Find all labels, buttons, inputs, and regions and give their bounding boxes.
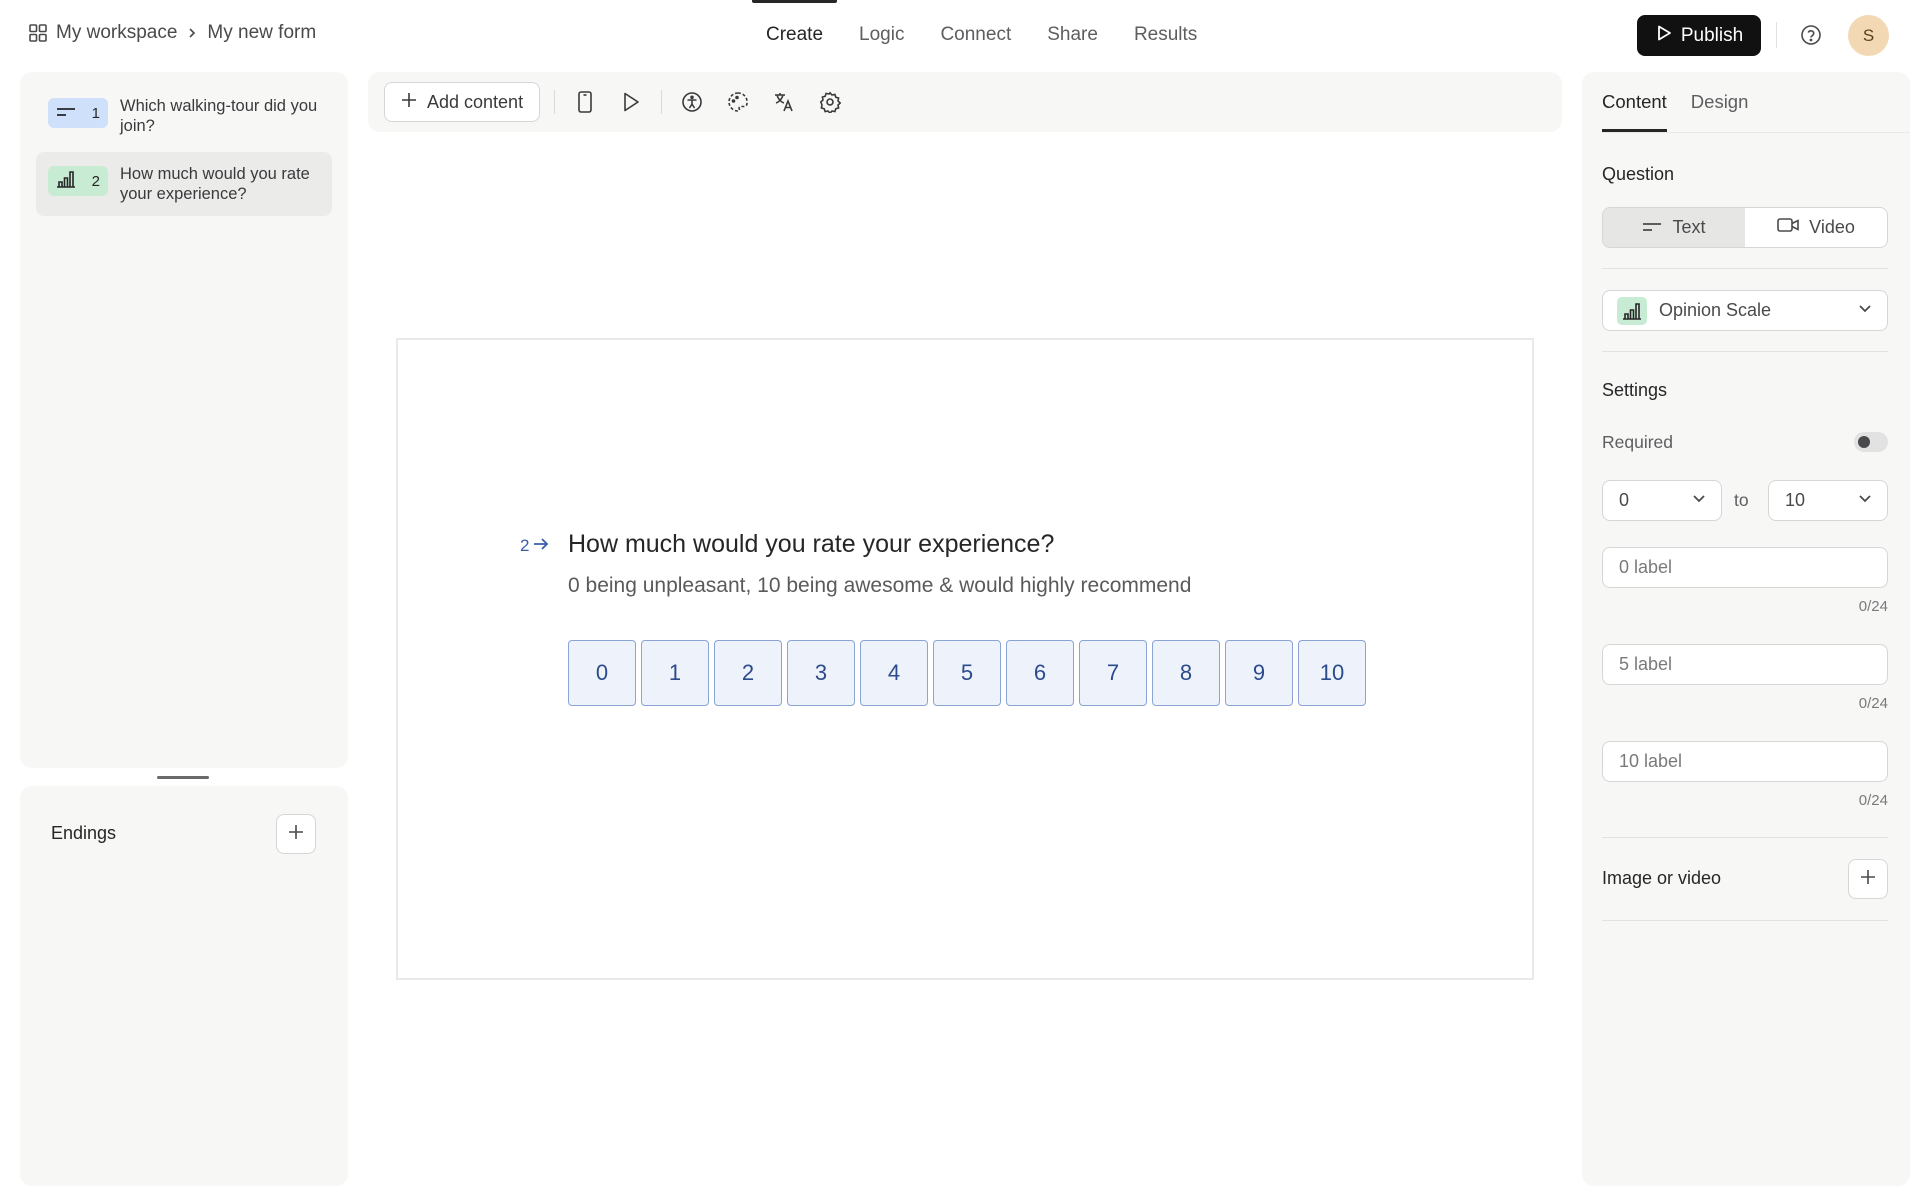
scale-option[interactable]: 0 — [568, 640, 636, 706]
section-divider — [1602, 268, 1888, 269]
nav-tab-logic[interactable]: Logic — [859, 24, 905, 45]
mode-video-button[interactable] — [1745, 208, 1887, 247]
end-label-input[interactable] — [1602, 741, 1888, 782]
scale-option[interactable]: 8 — [1152, 640, 1220, 706]
arrow-right-icon — [533, 536, 549, 556]
plus-icon — [287, 823, 305, 846]
accessibility-icon[interactable] — [676, 86, 708, 118]
scale-option[interactable]: 7 — [1079, 640, 1147, 706]
start-label-input[interactable] — [1602, 547, 1888, 588]
scale-option[interactable]: 4 — [860, 640, 928, 706]
required-toggle[interactable] — [1854, 432, 1888, 452]
range-start-value: 0 — [1619, 490, 1630, 510]
plus-icon — [1859, 868, 1877, 891]
add-ending-button[interactable] — [276, 814, 316, 854]
question-mode-toggle — [1602, 207, 1888, 248]
range-end-select[interactable] — [1768, 480, 1888, 521]
mode-text-label: Text — [1672, 217, 1706, 237]
image-or-video-label: Image or video — [1602, 868, 1722, 888]
section-divider — [1602, 920, 1888, 921]
mode-video-label: Video — [1809, 217, 1855, 237]
scale-option[interactable]: 3 — [787, 640, 855, 706]
publish-button[interactable] — [1637, 15, 1761, 56]
breadcrumb — [28, 22, 316, 44]
translate-icon[interactable] — [768, 86, 800, 118]
required-label: Required — [1602, 432, 1674, 452]
question-list-panel — [20, 72, 348, 768]
opinion-scale — [568, 640, 1366, 706]
avatar[interactable]: S — [1848, 15, 1889, 56]
question-title[interactable]: How much would you rate your experience? — [568, 530, 1055, 558]
play-preview-icon[interactable] — [615, 86, 647, 118]
endings-label: Endings — [51, 823, 117, 843]
plus-icon — [401, 92, 417, 113]
nav-tab-create[interactable]: Create — [748, 0, 841, 70]
panel-tabs — [1602, 72, 1748, 132]
middle-label-input[interactable] — [1602, 644, 1888, 685]
tab-design[interactable]: Design — [1690, 91, 1749, 112]
question-number: 1 — [91, 104, 100, 122]
scale-option[interactable]: 6 — [1006, 640, 1074, 706]
question-list-text: Which walking-tour did you join? — [120, 97, 318, 135]
short-text-icon — [56, 105, 76, 122]
video-icon — [1777, 217, 1799, 238]
question-list-item-2[interactable] — [36, 152, 332, 216]
question-badge — [48, 166, 108, 196]
workspace-grid-icon[interactable] — [28, 23, 48, 43]
question-type-label: Opinion Scale — [1659, 300, 1772, 320]
chevron-down-icon — [1857, 490, 1873, 511]
question-description[interactable]: 0 being unpleasant, 10 being awesome & would highly recommend — [568, 574, 1192, 597]
endings-panel — [20, 786, 348, 1186]
nav-tab-connect[interactable]: Connect — [940, 24, 1012, 45]
theme-icon[interactable] — [722, 86, 754, 118]
publish-label: Publish — [1680, 24, 1744, 46]
question-list-item-1[interactable] — [36, 84, 332, 148]
editor-toolbar — [368, 72, 1562, 132]
add-content-label: Add content — [427, 91, 524, 112]
section-divider — [1602, 351, 1888, 352]
scale-option[interactable]: 9 — [1225, 640, 1293, 706]
help-icon[interactable] — [1800, 24, 1822, 51]
play-icon — [1655, 24, 1673, 48]
add-media-button[interactable] — [1848, 859, 1888, 899]
question-section-title: Question — [1602, 164, 1675, 184]
toolbar-divider — [661, 90, 662, 114]
range-start-select[interactable] — [1602, 480, 1722, 521]
form-preview-canvas — [396, 338, 1534, 980]
add-content-button[interactable] — [384, 82, 540, 122]
main-nav — [748, 0, 1215, 70]
divider — [1776, 22, 1777, 48]
scale-option[interactable]: 10 — [1298, 640, 1366, 706]
short-text-icon — [1642, 217, 1662, 238]
panel-resize-handle[interactable] — [157, 776, 209, 779]
opinion-scale-icon — [1617, 297, 1647, 325]
opinion-scale-icon — [56, 170, 76, 192]
toolbar-divider — [554, 90, 555, 114]
question-type-select[interactable] — [1602, 290, 1888, 331]
breadcrumb-workspace[interactable]: My workspace — [56, 22, 178, 43]
settings-section-title: Settings — [1602, 380, 1668, 400]
question-number-indicator — [520, 536, 549, 556]
question-number: 2 — [91, 172, 100, 190]
question-badge — [48, 98, 108, 128]
chevron-down-icon — [1857, 300, 1873, 321]
middle-label-counter: 0/24 — [1858, 695, 1888, 712]
mode-text-button[interactable] — [1603, 208, 1745, 247]
question-settings-panel — [1582, 72, 1910, 1186]
question-list-text: How much would you rate your experience? — [120, 165, 310, 203]
nav-tab-results[interactable]: Results — [1133, 24, 1198, 45]
top-bar — [0, 0, 1920, 70]
tab-divider — [1602, 132, 1910, 133]
settings-icon[interactable] — [814, 86, 846, 118]
mobile-preview-icon[interactable] — [569, 86, 601, 118]
question-number: 2 — [520, 536, 530, 555]
chevron-right-icon — [185, 26, 199, 40]
range-end-value: 10 — [1785, 490, 1806, 510]
tab-content[interactable]: Content — [1602, 72, 1667, 132]
section-divider — [1602, 837, 1888, 838]
scale-option[interactable]: 5 — [933, 640, 1001, 706]
end-label-counter: 0/24 — [1858, 792, 1888, 809]
scale-option[interactable]: 1 — [641, 640, 709, 706]
range-to-label: to — [1734, 490, 1749, 510]
breadcrumb-form[interactable]: My new form — [207, 22, 317, 43]
start-label-counter: 0/24 — [1858, 598, 1888, 615]
scale-option[interactable]: 2 — [714, 640, 782, 706]
chevron-down-icon — [1691, 490, 1707, 511]
nav-tab-share[interactable]: Share — [1047, 24, 1098, 45]
